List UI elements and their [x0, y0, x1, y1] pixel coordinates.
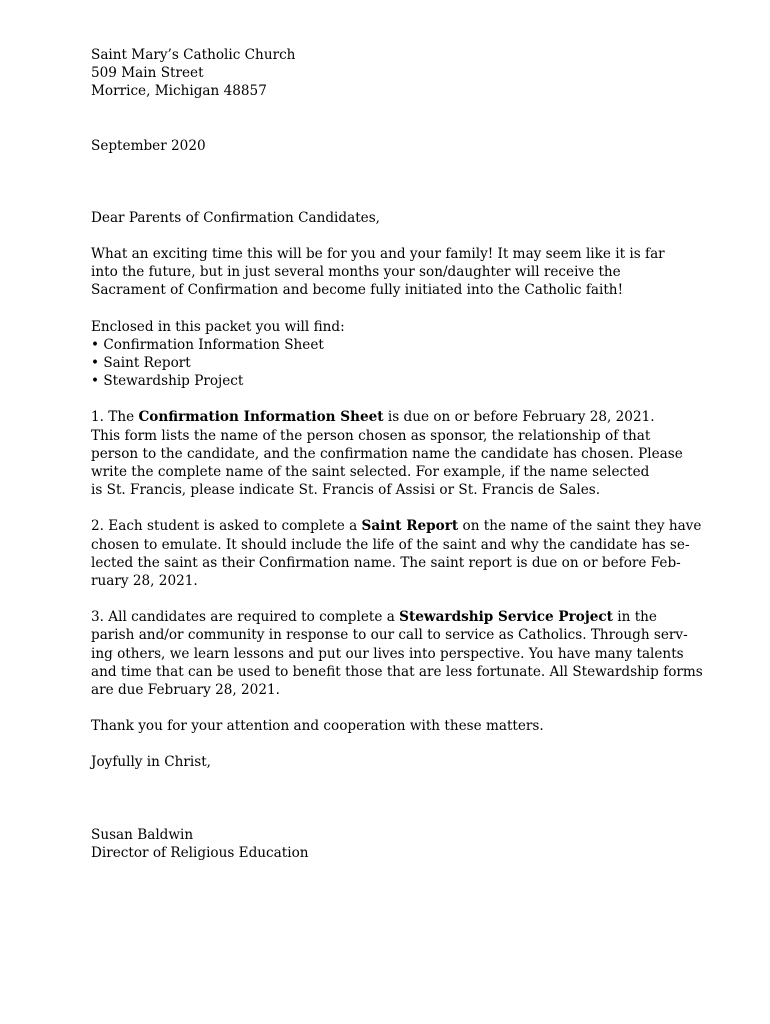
item-3-bold: Stewardship Service Project [399, 609, 613, 626]
item-3-line: are due February 28, 2021. [91, 682, 280, 699]
street-address: 509 Main Street [91, 65, 204, 82]
item-2-suffix: on the name of the saint they have [458, 518, 702, 535]
item-1-line: write the complete name of the saint selected. For example, if the name selected [91, 464, 650, 481]
closing [91, 753, 691, 771]
letter [91, 46, 703, 862]
item-1-line: is St. Francis, please indicate St. Francis of Assisi or St. Francis de Sales. [91, 482, 601, 499]
item-3-line: ing others, we learn lessons and put our lives into perspective. You have many talents [91, 645, 684, 662]
salutation-text: Dear Parents of Confirmation Candidates, [91, 209, 380, 226]
item-1-prefix: 1. The [91, 409, 139, 426]
thanks-paragraph [91, 717, 691, 735]
city-state-zip: Morrice, Michigan 48857 [91, 83, 267, 100]
sender-address [91, 46, 691, 101]
item-3-suffix: in the [612, 609, 657, 626]
item-2-line: ruary 28, 2021. [91, 573, 198, 590]
church-name: Saint Mary’s Catholic Church [91, 47, 296, 63]
item-1-line: person to the candidate, and the confirmation name the candidate has chosen. Please [91, 445, 683, 462]
thanks-text: Thank you for your attention and cooperation with these matters. [91, 718, 544, 735]
date-text: September 2020 [91, 137, 206, 154]
enclosed-item: • Saint Report [91, 355, 191, 372]
enclosed-list [91, 318, 691, 391]
enclosed-item: • Confirmation Information Sheet [91, 336, 324, 353]
closing-text: Joyfully in Christ, [91, 754, 211, 771]
item-2-paragraph [91, 517, 702, 590]
item-3-prefix: 3. All candidates are required to complete a [91, 609, 400, 626]
item-2-line: chosen to emulate. It should include the life of the saint and why the candidate has se- [91, 536, 690, 553]
item-2-bold: Saint Report [361, 518, 459, 535]
signer-name: Susan Baldwin [91, 826, 194, 843]
intro-line: Sacrament of Confirmation and become fully initiated into the Catholic faith! [91, 282, 624, 299]
item-1-paragraph [91, 408, 691, 499]
item-1-bold: Confirmation Information Sheet [138, 409, 384, 426]
item-1-first-line [91, 408, 691, 426]
item-1-line: This form lists the name of the person chosen as sponsor, the relationship of that [91, 427, 651, 444]
letter-date [91, 137, 691, 155]
item-2-line: lected the saint as their Confirmation name. The saint report is due on or before Feb- [91, 554, 681, 571]
item-3-first-line [91, 608, 691, 626]
item-3-line: and time that can be used to benefit those that are less fortunate. All Stewardship forms [91, 663, 703, 680]
salutation [91, 209, 691, 227]
item-3-line: parish and/or community in response to our call to service as Catholics. Through serv- [91, 627, 688, 644]
item-2-prefix: 2. Each student is asked to complete a [91, 518, 362, 535]
intro-line: What an exciting time this will be for you and your family! It may seem like it is far [91, 246, 665, 263]
item-3-paragraph [91, 608, 703, 699]
enclosed-item: • Stewardship Project [91, 373, 244, 390]
signature-block [91, 826, 691, 862]
intro-paragraph [91, 245, 691, 300]
intro-line: into the future, but in just several months your son/daughter will receive the [91, 264, 621, 281]
item-1-suffix: is due on or before February 28, 2021. [383, 409, 655, 426]
signer-title: Director of Religious Education [91, 844, 309, 861]
enclosed-heading: Enclosed in this packet you will find: [91, 318, 345, 335]
item-2-first-line [91, 517, 702, 535]
